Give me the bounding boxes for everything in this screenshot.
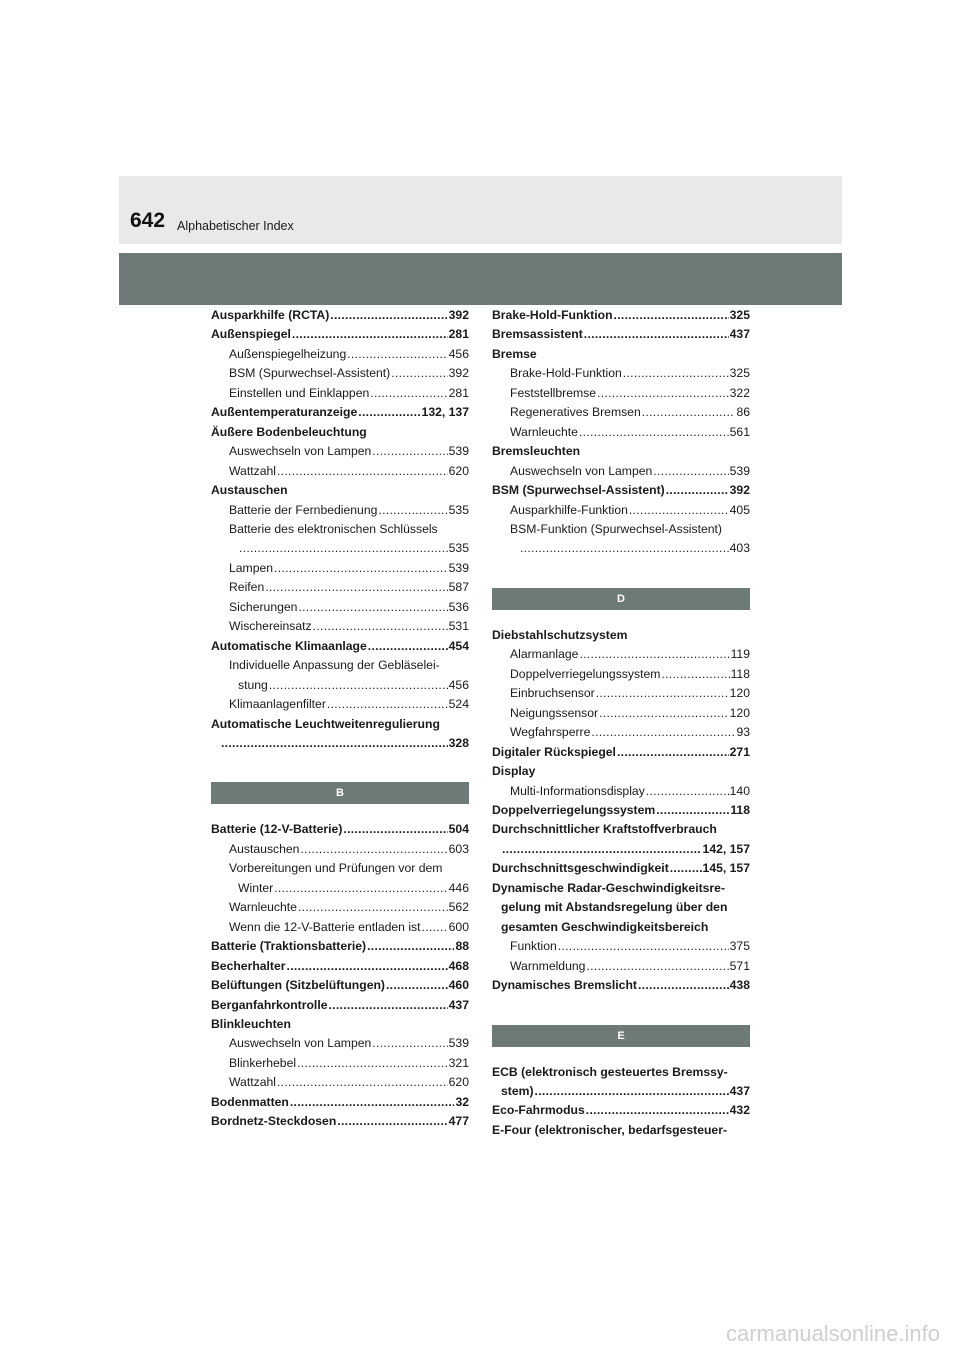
index-entry: [492, 1121, 750, 1140]
entry-text: Blinkerhebel: [229, 1055, 297, 1070]
entry-text: Warnmeldung: [510, 958, 586, 973]
entry-page-number[interactable]: 132, 137: [421, 405, 469, 420]
index-subentry: [211, 520, 469, 539]
entry-text: Batterie des elektronischen Schlüssels: [229, 521, 438, 536]
leader-dots: [642, 403, 736, 422]
entry-page-number[interactable]: 460: [448, 978, 469, 993]
entry-text: Wattzahl: [229, 463, 276, 478]
index-subentry: [211, 384, 469, 403]
entry-text: Durchschnittsgeschwindigkeit: [492, 861, 669, 876]
leader-dots: [386, 976, 448, 995]
entry-text: Durchschnittlicher Kraftstoffverbrauch: [492, 822, 717, 837]
entry-text: Bremsassistent: [492, 327, 583, 342]
leader-dots: [239, 539, 448, 558]
entry-text: Äußere Bodenbeleuchtung: [211, 424, 367, 439]
index-entry: [211, 1093, 469, 1112]
leader-dots: [265, 578, 447, 597]
entry-text: Sicherungen: [229, 599, 298, 614]
leader-dots: [292, 325, 448, 344]
entry-page-number[interactable]: 328: [448, 735, 469, 750]
section-title: Alphabetischer Index: [177, 219, 294, 233]
entry-text: Wattzahl: [229, 1075, 276, 1090]
leader-dots: [297, 1054, 448, 1073]
leader-dots: [343, 820, 447, 839]
index-entry: [211, 820, 469, 839]
entry-text: Warnleuchte: [229, 900, 297, 915]
entry-page-number[interactable]: 145, 157: [702, 861, 750, 876]
index-entry: [211, 996, 469, 1015]
index-entry: [492, 976, 750, 995]
index-subentry: [211, 879, 469, 898]
index-entry: [211, 306, 469, 325]
index-subentry: [492, 501, 750, 520]
entry-text: Dynamisches Bremslicht: [492, 978, 637, 993]
entry-text: Regeneratives Bremsen: [510, 405, 641, 420]
leader-dots: [378, 501, 447, 520]
leader-dots: [579, 645, 729, 664]
index-entry: [492, 325, 750, 344]
entry-text: Klimaanlagenfilter: [229, 697, 326, 712]
entry-text: Auswechseln von Lampen: [510, 463, 653, 478]
entry-page-number[interactable]: 603: [448, 841, 469, 856]
entry-page-number[interactable]: 86: [736, 405, 750, 420]
entry-page-number[interactable]: 142, 157: [702, 841, 750, 856]
index-subentry: [211, 617, 469, 636]
entry-text: ECB (elektronisch gesteuertes Bremssy-: [492, 1064, 728, 1079]
entry-page-number[interactable]: 281: [448, 385, 469, 400]
entry-text: Alarmanlage: [510, 647, 579, 662]
entry-page-number[interactable]: 539: [448, 560, 469, 575]
leader-dots: [422, 918, 448, 937]
entry-page-number[interactable]: 437: [448, 997, 469, 1012]
index-entry: [492, 879, 750, 898]
leader-dots: [670, 859, 702, 878]
entry-page-number[interactable]: 620: [448, 1075, 469, 1090]
entry-page-number[interactable]: 281: [448, 327, 469, 342]
leader-dots: [290, 1093, 455, 1112]
index-subentry: [492, 723, 750, 742]
entry-text: Feststellbremse: [510, 385, 597, 400]
entry-text: Warnleuchte: [510, 424, 578, 439]
entry-page-number[interactable]: 32: [455, 1094, 469, 1109]
entry-text: gelung mit Abstandsregelung über den: [501, 900, 728, 915]
index-entry: [211, 423, 469, 442]
entry-page-number[interactable]: 539: [448, 444, 469, 459]
entry-text: Brake-Hold-Funktion: [492, 308, 613, 322]
index-entry: [492, 898, 750, 917]
leader-dots: [327, 695, 448, 714]
index-entry: [492, 762, 750, 781]
leader-dots: [646, 782, 729, 801]
entry-page-number[interactable]: 118: [730, 666, 750, 681]
index-entry: [211, 734, 469, 753]
index-subentry: [492, 937, 750, 956]
entry-page-number[interactable]: 437: [729, 1083, 750, 1098]
index-subentry: [492, 782, 750, 801]
index-subentry: [211, 462, 469, 481]
entry-page-number[interactable]: 561: [729, 424, 750, 439]
entry-text: Display: [492, 764, 536, 779]
index-entry: [492, 1082, 750, 1101]
entry-page-number[interactable]: 536: [448, 599, 469, 614]
entry-page-number[interactable]: 88: [455, 939, 469, 954]
leader-dots: [666, 481, 729, 500]
index-subentry: [492, 520, 750, 539]
index-subentry: [211, 501, 469, 520]
index-subentry: [211, 1054, 469, 1073]
entry-text: Vorbereitungen und Prüfungen vor dem: [229, 861, 443, 876]
entry-text: Funktion: [510, 939, 557, 954]
index-entry: [492, 626, 750, 645]
entry-text: Brake-Hold-Funktion: [510, 366, 622, 381]
index-subentry: [492, 957, 750, 976]
leader-dots: [558, 937, 729, 956]
index-subentry: [211, 578, 469, 597]
entry-page-number[interactable]: 93: [736, 725, 750, 740]
index-entry: [211, 976, 469, 995]
entry-page-number[interactable]: 454: [448, 638, 469, 653]
leader-dots: [277, 1073, 448, 1092]
index-letter-heading: D: [492, 588, 750, 610]
entry-text: Reifen: [229, 580, 265, 595]
entry-page-number[interactable]: 321: [448, 1055, 469, 1070]
entry-text: Bremse: [492, 346, 537, 361]
entry-page-number[interactable]: 140: [729, 783, 750, 798]
entry-text: Blinkleuchten: [211, 1016, 291, 1031]
entry-page-number[interactable]: 571: [729, 958, 750, 973]
entry-text: Bremsleuchten: [492, 444, 581, 459]
entry-text: Außentemperaturanzeige: [211, 405, 358, 420]
index-subentry: [211, 918, 469, 937]
entry-page-number[interactable]: 587: [448, 580, 469, 595]
entry-page-number[interactable]: 271: [729, 744, 750, 759]
entry-page-number[interactable]: 468: [448, 958, 469, 973]
entry-page-number[interactable]: 118: [730, 802, 750, 817]
entry-page-number[interactable]: 539: [448, 1036, 469, 1051]
entry-page-number[interactable]: 432: [729, 1103, 750, 1118]
index-entry: [211, 325, 469, 344]
leader-dots: [300, 840, 447, 859]
entry-text: BSM (Spurwechsel-Assistent): [492, 483, 665, 498]
index-subentry: [492, 403, 750, 422]
entry-text: Doppelverriegelungssystem: [510, 666, 661, 681]
leader-dots: [586, 957, 728, 976]
index-subentry: [211, 598, 469, 617]
entry-text: Neigungssensor: [510, 705, 599, 720]
leader-dots: [614, 306, 729, 325]
index-entry: [492, 306, 750, 325]
entry-text: Austauschen: [229, 841, 300, 856]
index-subentry: [492, 665, 750, 684]
entry-page-number[interactable]: 535: [448, 502, 469, 517]
leader-dots: [298, 898, 448, 917]
entry-text: Diebstahlschutzsystem: [492, 627, 628, 642]
entry-page-number[interactable]: 375: [729, 939, 750, 954]
entry-text: Batterie (12-V-Batterie): [211, 822, 343, 837]
leader-dots: [661, 665, 729, 684]
index-subentry: [211, 539, 469, 558]
leader-dots: [347, 345, 447, 364]
leader-dots: [298, 598, 447, 617]
leader-dots: [520, 539, 729, 558]
leader-dots: [502, 840, 702, 859]
entry-text: stung: [238, 677, 268, 692]
entry-text: Digitaler Rückspiegel: [492, 744, 616, 759]
index-letter-heading: B: [211, 782, 469, 804]
entry-text: Auswechseln von Lampen: [229, 1036, 372, 1051]
header-dark-band: [119, 253, 842, 305]
leader-dots: [596, 684, 729, 703]
leader-dots: [656, 801, 729, 820]
entry-text: Lampen: [229, 560, 274, 575]
index-entry: [492, 481, 750, 500]
index-subentry: [211, 676, 469, 695]
entry-text: Wischereinsatz: [229, 619, 312, 634]
leader-dots: [586, 1101, 729, 1120]
entry-text: Belüftungen (Sitzbelüftungen): [211, 978, 385, 993]
index-entry: [492, 918, 750, 937]
leader-dots: [358, 403, 420, 422]
entry-text: Auswechseln von Lampen: [229, 444, 372, 459]
index-subentry: [492, 539, 750, 558]
entry-text: Einbruchsensor: [510, 686, 595, 701]
leader-dots: [337, 1112, 447, 1131]
index-subentry: [211, 656, 469, 675]
index-entry: [211, 715, 469, 734]
index-subentry: [211, 695, 469, 714]
entry-text: E-Four (elektronischer, bedarfsgesteuer-: [492, 1122, 728, 1137]
entry-text: Außenspiegel: [211, 327, 291, 342]
index-letter-heading: E: [492, 1025, 750, 1047]
entry-page-number[interactable]: 600: [448, 919, 469, 934]
index-entry: [492, 743, 750, 762]
index-column-left: [211, 306, 469, 1132]
entry-page-number[interactable]: 392: [729, 483, 750, 498]
index-entry: [211, 957, 469, 976]
entry-text: Eco-Fahrmodus: [492, 1103, 585, 1118]
index-entry: [492, 442, 750, 461]
leader-dots: [269, 676, 448, 695]
entry-page-number[interactable]: 392: [448, 308, 469, 322]
entry-text: Ausparkhilfe-Funktion: [510, 502, 628, 517]
index-subentry: [211, 1034, 469, 1053]
watermark: carmanualsonline.info: [725, 1321, 940, 1346]
index-entry: [211, 403, 469, 422]
entry-text: Austauschen: [211, 483, 288, 498]
entry-text: Batterie der Fernbedienung: [229, 502, 378, 517]
leader-dots: [368, 637, 448, 656]
index-entry: [492, 345, 750, 364]
entry-text: Becherhalter: [211, 958, 286, 973]
index-entry: [211, 637, 469, 656]
leader-dots: [638, 976, 729, 995]
index-subentry: [492, 384, 750, 403]
leader-dots: [370, 384, 447, 403]
entry-text: BSM (Spurwechsel-Assistent): [229, 366, 391, 381]
entry-text: Multi-Informationsdisplay: [510, 783, 645, 798]
entry-text: Dynamische Radar-Geschwindigkeitsre-: [492, 880, 725, 895]
entry-page-number[interactable]: 531: [448, 619, 469, 634]
header-band: [119, 176, 842, 244]
leader-dots: [579, 423, 729, 442]
index-entry: [492, 859, 750, 878]
index-entry: [211, 481, 469, 500]
leader-dots: [330, 306, 447, 325]
entry-text: Einstellen und Einklappen: [229, 385, 370, 400]
entry-page-number[interactable]: 392: [448, 366, 469, 381]
entry-page-number[interactable]: 120: [729, 705, 750, 720]
leader-dots: [274, 559, 448, 578]
entry-page-number[interactable]: 477: [448, 1114, 469, 1129]
leader-dots: [372, 1034, 447, 1053]
leader-dots: [599, 704, 729, 723]
entry-page-number[interactable]: 446: [448, 880, 469, 895]
index-entry: [211, 1015, 469, 1034]
index-entry: [492, 801, 750, 820]
entry-text: Wenn die 12-V-Batterie entladen ist: [229, 919, 421, 934]
index-subentry: [492, 645, 750, 664]
leader-dots: [274, 879, 447, 898]
entry-page-number[interactable]: 524: [448, 697, 469, 712]
leader-dots: [277, 462, 448, 481]
leader-dots: [629, 501, 729, 520]
entry-text: Außenspiegelheizung: [229, 346, 347, 361]
index-entry: [492, 1063, 750, 1082]
index-entry: [492, 820, 750, 839]
index-entry: [492, 1101, 750, 1120]
entry-page-number[interactable]: 403: [729, 541, 750, 556]
index-subentry: [211, 859, 469, 878]
leader-dots: [591, 723, 735, 742]
entry-page-number[interactable]: 325: [729, 308, 750, 322]
index-subentry: [211, 442, 469, 461]
index-subentry: [211, 898, 469, 917]
index-subentry: [211, 559, 469, 578]
index-subentry: [211, 345, 469, 364]
index-entry: [492, 840, 750, 859]
entry-page-number[interactable]: 322: [729, 385, 750, 400]
leader-dots: [367, 937, 454, 956]
leader-dots: [391, 364, 447, 383]
index-subentry: [492, 462, 750, 481]
leader-dots: [617, 743, 729, 762]
entry-page-number[interactable]: 535: [448, 541, 469, 556]
entry-page-number[interactable]: 437: [729, 327, 750, 342]
entry-page-number[interactable]: 504: [448, 822, 469, 837]
entry-page-number[interactable]: 620: [448, 463, 469, 478]
leader-dots: [597, 384, 729, 403]
index-entry: [211, 1112, 469, 1131]
entry-text: stem): [501, 1083, 534, 1098]
index-column-right: [492, 306, 750, 1140]
index-subentry: [211, 364, 469, 383]
leader-dots: [535, 1082, 729, 1101]
entry-page-number[interactable]: 456: [448, 346, 469, 361]
index-subentry: [492, 704, 750, 723]
index-subentry: [492, 364, 750, 383]
entry-page-number[interactable]: 456: [448, 677, 469, 692]
entry-page-number[interactable]: 119: [730, 647, 750, 662]
entry-page-number[interactable]: 539: [729, 463, 750, 478]
entry-page-number[interactable]: 325: [729, 366, 750, 381]
entry-text: Berganfahrkontrolle: [211, 997, 328, 1012]
entry-page-number[interactable]: 438: [729, 978, 750, 993]
index-entry: [211, 937, 469, 956]
entry-text: Wegfahrsperre: [510, 725, 591, 740]
entry-text: Batterie (Traktionsbatterie): [211, 939, 367, 954]
leader-dots: [328, 996, 447, 1015]
leader-dots: [653, 462, 728, 481]
entry-text: BSM-Funktion (Spurwechsel-Assistent): [510, 521, 722, 536]
index-subentry: [492, 684, 750, 703]
entry-text: Automatische Klimaanlage: [211, 638, 367, 653]
leader-dots: [372, 442, 447, 461]
entry-text: gesamten Geschwindigkeitsbereich: [501, 919, 709, 934]
entry-text: Bodenmatten: [211, 1094, 289, 1109]
index-subentry: [211, 840, 469, 859]
entry-text: Doppelverriegelungssystem: [492, 802, 656, 817]
entry-page-number[interactable]: 120: [729, 686, 750, 701]
entry-text: Individuelle Anpassung der Gebläselei-: [229, 658, 440, 673]
leader-dots: [287, 957, 448, 976]
leader-dots: [584, 325, 729, 344]
entry-text: Bordnetz-Steckdosen: [211, 1114, 337, 1129]
entry-text: Winter: [238, 880, 274, 895]
entry-page-number[interactable]: 405: [729, 502, 750, 517]
leader-dots: [221, 734, 448, 753]
entry-page-number[interactable]: 562: [448, 900, 469, 915]
entry-text: Ausparkhilfe (RCTA): [211, 308, 330, 322]
page-number: 642: [130, 209, 166, 232]
index-subentry: [211, 1073, 469, 1092]
entry-text: Automatische Leuchtweitenregulierung: [211, 716, 440, 731]
leader-dots: [623, 364, 729, 383]
leader-dots: [313, 617, 448, 636]
index-subentry: [492, 423, 750, 442]
